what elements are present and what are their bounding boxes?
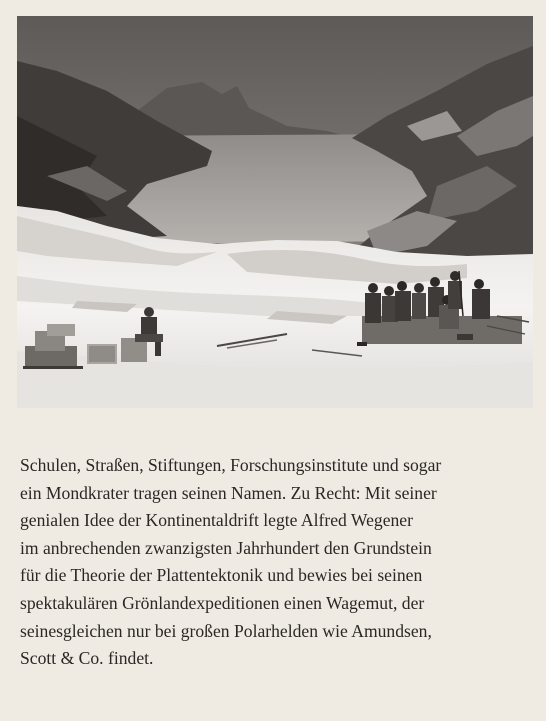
glacier-photo-illustration bbox=[17, 16, 533, 408]
expedition-photo bbox=[17, 16, 533, 408]
body-line: für die Theorie der Plattentektonik und bewies bei seinen bbox=[20, 565, 423, 586]
body-paragraph bbox=[20, 452, 532, 673]
body-line: spektakulären Grönlandexpeditionen einen Wagemut, der bbox=[20, 592, 425, 613]
body-line: genialen Idee der Kontinentaldrift legte Alfred Wegener bbox=[20, 510, 413, 531]
body-line: Schulen, Straßen, Stiftungen, Forschungsinstitute und sogar bbox=[20, 455, 442, 475]
body-line: im anbrechenden zwanzigsten Jahrhundert den Grundstein bbox=[20, 537, 432, 558]
body-line: ein Mondkrater tragen seinen Namen. Zu Recht: Mit seiner bbox=[20, 482, 437, 503]
body-line: Scott & Co. findet. bbox=[20, 648, 154, 669]
body-line: seinesgleichen nur bei großen Polarhelden wie Amundsen, bbox=[20, 620, 432, 641]
